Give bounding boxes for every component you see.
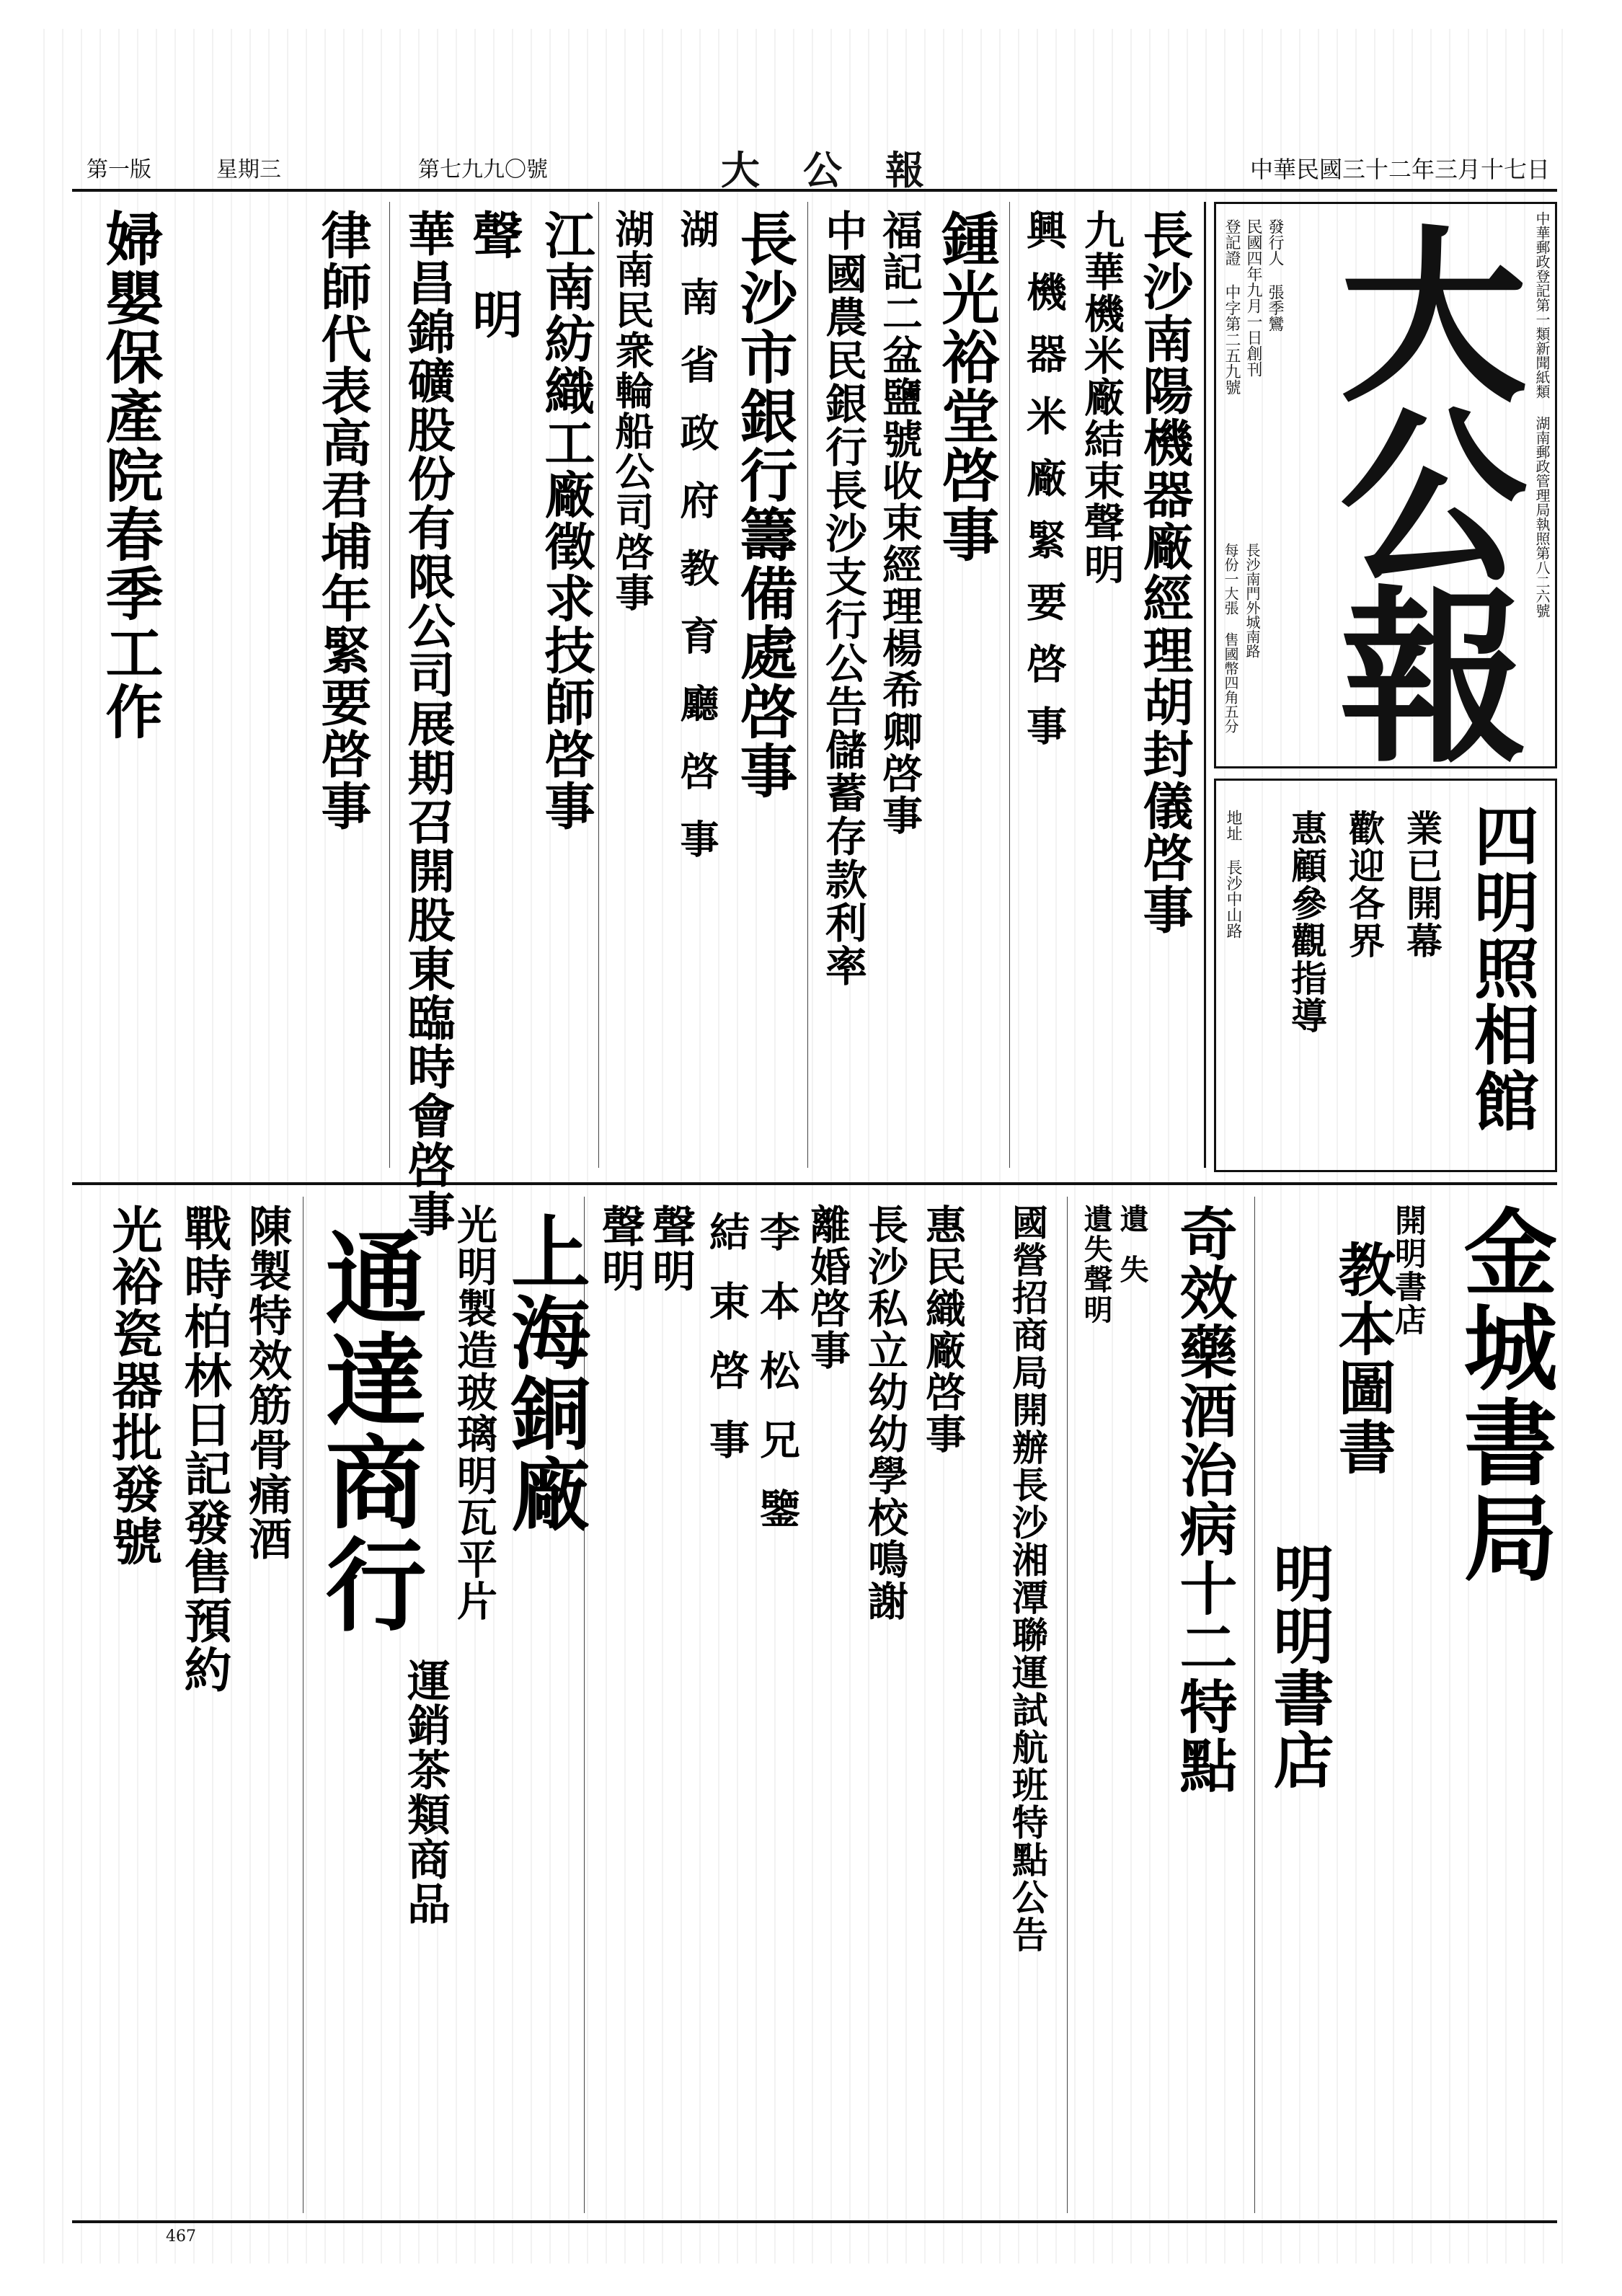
reg-no: 登記證 中字第二五九號 <box>1223 218 1241 395</box>
ad-lost-2: 遺失聲明 <box>1079 1204 1113 1325</box>
ad-jincheng: 金城書局 <box>1448 1204 1559 1584</box>
ad-farmers-bank: 中國農民銀行長沙支行公告儲蓄存款利率 <box>818 209 867 988</box>
studio-title: 四明照相館 <box>1463 802 1539 1134</box>
middle-rule <box>72 1182 1557 1185</box>
ad-jiangnan-textile: 江南紡織工廠徵求技師啓事 <box>536 209 596 832</box>
ad-lost-1: 遺失 <box>1115 1204 1149 1305</box>
ad-textbooks: 教本圖書 <box>1329 1240 1396 1476</box>
ad-hunan-gov: 湖南省政府教育廳啓事 <box>674 209 720 887</box>
masthead-title: 大公報 <box>721 147 967 193</box>
col-rule <box>1204 202 1206 1168</box>
ad-closure: 結束啓事 <box>703 1211 750 1488</box>
studio-address: 地址 長沙中山路 <box>1224 810 1242 939</box>
col-rule <box>598 202 599 1168</box>
studio-line-2: 歡迎各界 <box>1343 810 1386 959</box>
ad-statement-b: 聲明 <box>595 1204 645 1293</box>
col-rule <box>1067 1197 1068 2213</box>
weekday: 星期三 <box>216 157 281 182</box>
page-number: 第一版 <box>87 157 151 182</box>
ad-berlin: 戰時柏林日記發售預約 <box>176 1204 232 1694</box>
col-rule <box>389 202 390 1168</box>
address: 長沙南門外城南路 <box>1244 543 1261 658</box>
ad-huimin: 惠民織廠啓事 <box>919 1204 967 1455</box>
ad-chen-medicine: 陳製特效筋骨痛酒 <box>241 1204 292 1561</box>
ad-zhongguangyu: 鍾光裕堂啓事 <box>932 209 1000 564</box>
studio-line-3: 惠顧參觀指導 <box>1285 810 1328 1034</box>
ad-tongda: 通達商行 <box>309 1225 427 1635</box>
logo-title: 大公報 <box>1308 218 1528 759</box>
col-rule <box>1009 202 1010 1168</box>
price: 每份一大張 售國幣四角五分 <box>1222 543 1239 733</box>
masthead-strip <box>72 137 1557 193</box>
ad-tongda-sub: 運銷茶類商品 <box>400 1658 451 1926</box>
ad-guoying: 國營招商局開辦長沙湘潭聯運試航班特點公告 <box>1006 1204 1049 1954</box>
ad-statement-a: 聲明 <box>645 1204 696 1293</box>
ad-school: 長沙私立幼幼學校鳴謝 <box>861 1204 909 1622</box>
ad-hunan-shipping: 湖南民衆輪船公司啓事 <box>609 209 655 613</box>
bottom-rule <box>72 2220 1557 2223</box>
ad-xingji: 興機器米廠緊要啓事 <box>1020 209 1068 767</box>
masthead-date: 中華民國三十二年三月十七日 <box>1249 156 1550 183</box>
ad-kaiming: 開明書店 <box>1389 1204 1426 1337</box>
studio-line-1: 業已開幕 <box>1401 810 1443 959</box>
ad-divorce: 離婚啓事 <box>804 1204 851 1371</box>
masthead-rule <box>72 189 1557 192</box>
ad-declaration: 聲明 <box>464 209 524 368</box>
founded: 民國四年九月一日創刊 <box>1244 218 1262 377</box>
registration-text: 中華郵政登記第一類新聞紙類 湖南郵政管理局執照第八二六號 <box>1533 211 1551 618</box>
footer-mark: 467 <box>166 2228 196 2246</box>
ad-lawyer: 律師代表高君埔年緊要啓事 <box>313 209 373 832</box>
newspaper-page <box>43 29 1579 2264</box>
ad-li-songxiong: 李本松兄鑒 <box>753 1211 801 1557</box>
ad-guangyu: 光裕瓷器批發號 <box>104 1204 164 1567</box>
publisher: 發行人 張季鸞 <box>1266 218 1284 332</box>
studio-box <box>1214 779 1557 1172</box>
col-rule <box>807 202 808 1168</box>
ad-maternity: 婦嬰保產院春季工作 <box>96 209 164 741</box>
issue-number: 第七九九〇號 <box>418 157 548 182</box>
ad-guangming: 光明製造玻璃明瓦平片 <box>451 1204 498 1622</box>
ad-changsha-nanyang: 長沙南陽機器廠經理胡封儀啓事 <box>1135 209 1195 936</box>
ad-qixiao: 奇效藥酒治病十二特點 <box>1170 1204 1238 1795</box>
logo-box <box>1214 202 1557 768</box>
ad-fuji: 福記二盆鹽號收束經理楊希卿啓事 <box>876 209 923 836</box>
ad-jiuhuang: 九華機米廠結束聲明 <box>1078 209 1125 585</box>
ad-huachang: 華昌錦礦股份有限公司展期召開股東臨時會啓事 <box>399 209 456 1238</box>
col-rule <box>1254 1197 1255 2213</box>
ad-mingming: 明明書店 <box>1264 1543 1335 1791</box>
ad-shanghai: 上海銅廠 <box>498 1211 591 1534</box>
ad-changsha-bank: 長沙市銀行籌備處啓事 <box>730 209 798 800</box>
